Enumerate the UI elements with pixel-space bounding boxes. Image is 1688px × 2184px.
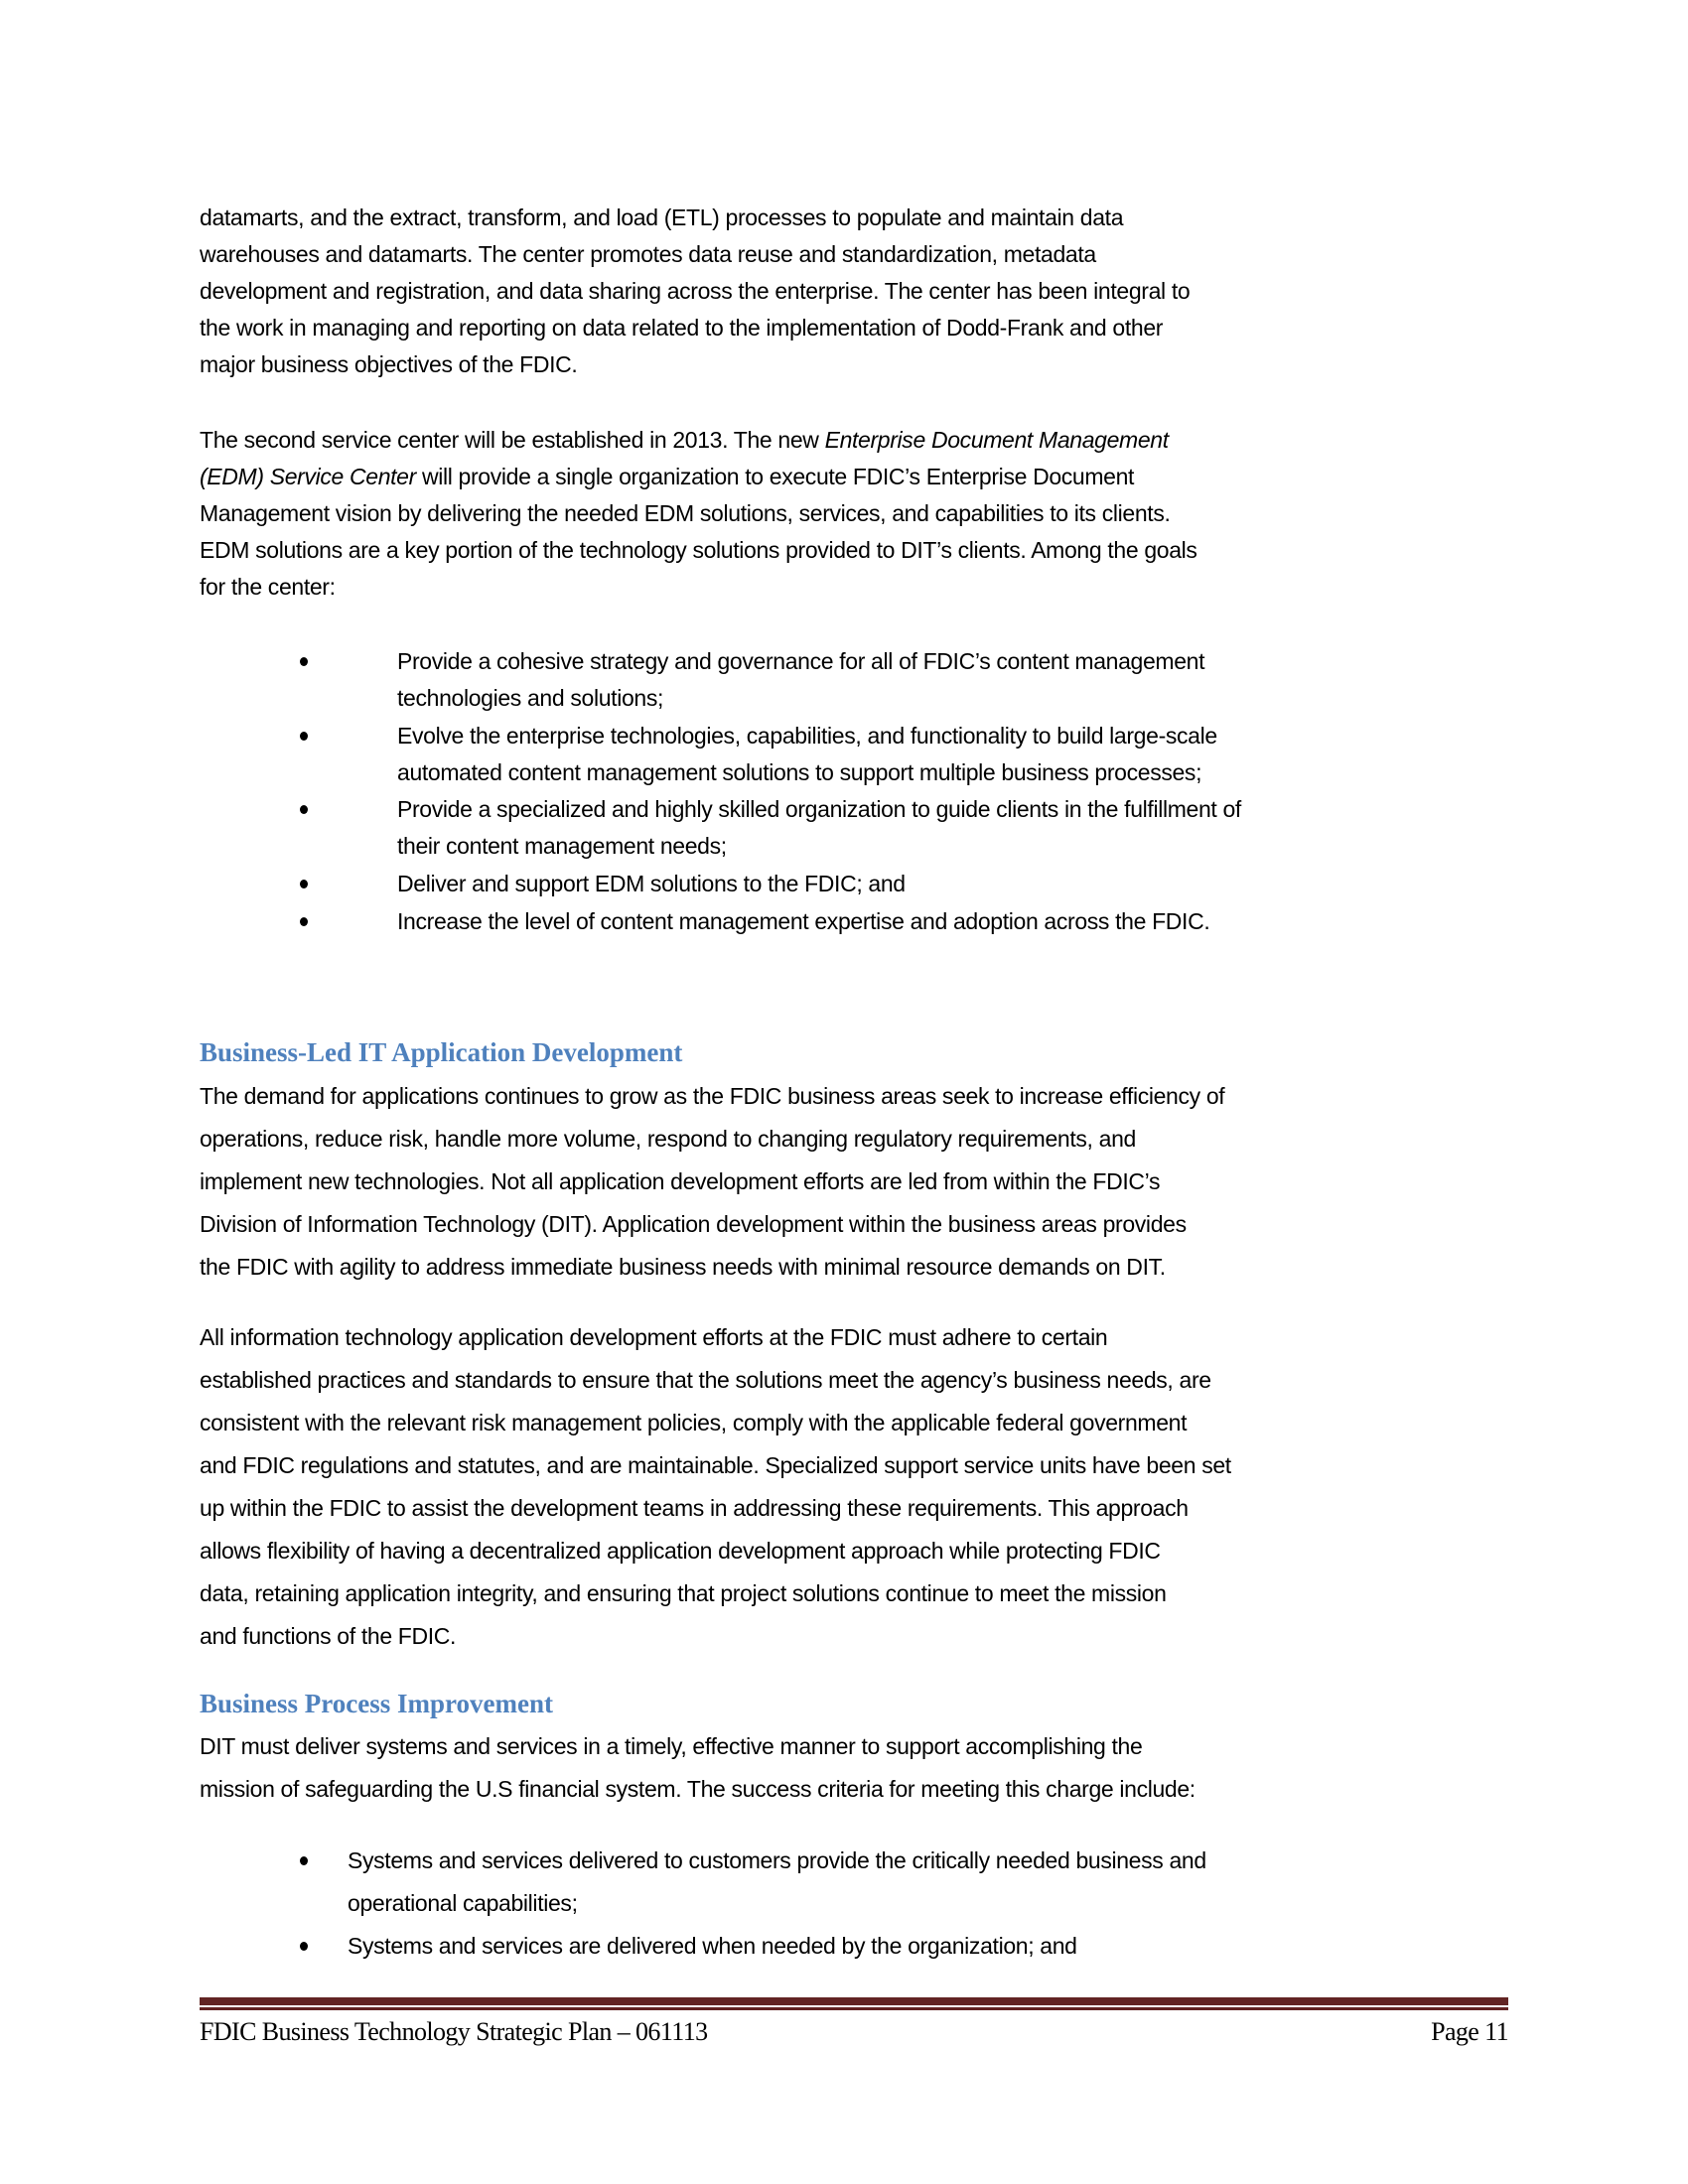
bullet-icon	[300, 1942, 308, 1951]
section-heading: Business-Led IT Application Development	[200, 1037, 683, 1067]
text-line: consistent with the relevant risk management policies, comply with the applicable federal government	[200, 1410, 1188, 1435]
bullet-icon	[300, 657, 308, 666]
text-line: technologies and solutions;	[397, 685, 664, 711]
text-line: Management vision by delivering the needed EDM solutions, services, and capabilities to its clients.	[200, 500, 1171, 526]
text-line: Systems and services delivered to customers provide the critically needed business and	[348, 1847, 1206, 1873]
text-line: mission of safeguarding the U.S financial system. The success criteria for meeting this charge include:	[200, 1776, 1196, 1802]
text-line: EDM solutions are a key portion of the technology solutions provided to DIT’s clients. Among the goals	[200, 537, 1197, 563]
footer-rule-thick	[200, 1997, 1508, 2005]
text-line: Increase the level of content management expertise and adoption across the FDIC.	[397, 908, 1210, 934]
text-line: for the center:	[200, 574, 336, 600]
text-line: Systems and services are delivered when needed by the organization; and	[348, 1933, 1077, 1959]
text-line: the work in managing and reporting on data related to the implementation of Dodd-Frank and other	[200, 315, 1164, 341]
text-line: and FDIC regulations and statutes, and are maintainable. Specialized support service units have been set	[200, 1452, 1231, 1478]
text-line: automated content management solutions to support multiple business processes;	[397, 759, 1202, 785]
bullet-icon	[300, 732, 308, 741]
text-line: established practices and standards to ensure that the solutions meet the agency’s business needs, are	[200, 1367, 1211, 1393]
text-line: Provide a specialized and highly skilled organization to guide clients in the fulfillment of	[397, 796, 1241, 822]
bullet-icon	[300, 917, 308, 926]
text-line: and functions of the FDIC.	[200, 1623, 457, 1649]
bullet-icon	[300, 880, 308, 888]
text-line: Deliver and support EDM solutions to the FDIC; and	[397, 871, 906, 896]
footer-title: FDIC Business Technology Strategic Plan – 061113	[200, 2017, 708, 2046]
footer-rule-thin	[200, 2007, 1508, 2010]
text-line: datamarts, and the extract, transform, and load (ETL) processes to populate and maintain data	[200, 205, 1124, 230]
text-line: data, retaining application integrity, and ensuring that project solutions continue to meet the mission	[200, 1580, 1167, 1606]
text-line: operations, reduce risk, handle more volume, respond to changing regulatory requirements, and	[200, 1126, 1136, 1152]
text-line: up within the FDIC to assist the development teams in addressing these requirements. This approach	[200, 1495, 1189, 1521]
text-line: implement new technologies. Not all application development efforts are led from within the FDIC’s	[200, 1168, 1161, 1194]
text-line: Evolve the enterprise technologies, capabilities, and functionality to build large-scale	[397, 723, 1217, 749]
edm-center-name-italic: Enterprise Document Management	[824, 427, 1169, 453]
text-line	[200, 463, 1134, 490]
text-run: The second service center will be established in 2013. The new	[200, 427, 825, 453]
text-line: Division of Information Technology (DIT). Application development within the business areas provides	[200, 1211, 1187, 1237]
bullet-icon	[300, 805, 308, 814]
text-line: warehouses and datamarts. The center promotes data reuse and standardization, metadata	[200, 241, 1096, 267]
text-line: the FDIC with agility to address immediate business needs with minimal resource demands on DIT.	[200, 1254, 1166, 1280]
section-heading: Business Process Improvement	[200, 1689, 553, 1718]
edm-center-name-italic: (EDM) Service Center	[200, 464, 416, 489]
text-run: will provide a single organization to execute FDIC’s Enterprise Document	[415, 464, 1135, 489]
text-line: development and registration, and data sharing across the enterprise. The center has been integral to	[200, 278, 1191, 304]
text-line: operational capabilities;	[348, 1890, 578, 1916]
text-line: their content management needs;	[397, 833, 727, 859]
bullet-icon	[300, 1856, 308, 1865]
text-line: allows flexibility of having a decentralized application development approach while protecting FDIC	[200, 1538, 1161, 1564]
text-line: The demand for applications continues to grow as the FDIC business areas seek to increase efficiency of	[200, 1083, 1225, 1109]
text-line	[200, 426, 1169, 454]
text-line: All information technology application development efforts at the FDIC must adhere to certain	[200, 1324, 1108, 1350]
text-line: DIT must deliver systems and services in a timely, effective manner to support accomplishing the	[200, 1733, 1143, 1759]
text-line: Provide a cohesive strategy and governance for all of FDIC’s content management	[397, 648, 1205, 674]
text-line: major business objectives of the FDIC.	[200, 351, 578, 377]
page-number: Page 11	[1431, 2017, 1508, 2046]
